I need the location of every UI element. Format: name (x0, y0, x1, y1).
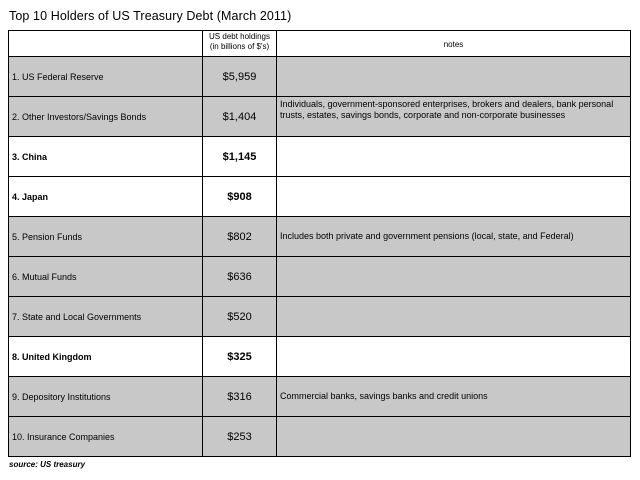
amount-cell: $636 (203, 257, 277, 297)
table-row (9, 257, 631, 297)
notes-cell (277, 337, 631, 377)
amount-column-header (203, 31, 277, 57)
table-row (9, 177, 631, 217)
notes-cell (277, 57, 631, 97)
notes-cell: Individuals, government-sponsored enterprises, brokers and dealers, bank personal trusts, estates, savings bonds, corporate and non-corporate businesses (277, 97, 631, 137)
amount-cell: $520 (203, 297, 277, 337)
table-header-row (9, 31, 631, 57)
notes-cell: Commercial banks, savings banks and credit unions (277, 377, 631, 417)
amount-cell: $908 (203, 177, 277, 217)
table-row (9, 217, 631, 257)
amount-cell: $1,404 (203, 97, 277, 137)
holders-table (8, 30, 631, 457)
holder-cell: 6. Mutual Funds (9, 257, 203, 297)
amount-cell: $316 (203, 377, 277, 417)
amount-cell: $325 (203, 337, 277, 377)
table-row (9, 57, 631, 97)
notes-cell (277, 177, 631, 217)
holder-cell: 7. State and Local Governments (9, 297, 203, 337)
notes-column-header: notes (277, 31, 631, 57)
table-row (9, 377, 631, 417)
holder-cell: 9. Depository Institutions (9, 377, 203, 417)
holder-cell: 8. United Kingdom (9, 337, 203, 377)
table-row (9, 417, 631, 457)
table-row (9, 97, 631, 137)
holder-cell: 10. Insurance Companies (9, 417, 203, 457)
holder-cell: 1. US Federal Reserve (9, 57, 203, 97)
page-title: Top 10 Holders of US Treasury Debt (March 2011) (9, 9, 292, 23)
holder-cell: 5. Pension Funds (9, 217, 203, 257)
holder-cell: 4. Japan (9, 177, 203, 217)
notes-cell (277, 417, 631, 457)
table-row (9, 337, 631, 377)
notes-cell (277, 137, 631, 177)
holder-cell: 3. China (9, 137, 203, 177)
amount-cell: $1,145 (203, 137, 277, 177)
amount-cell: $5,959 (203, 57, 277, 97)
table-row (9, 137, 631, 177)
amount-header-line1: US debt holdings (209, 32, 270, 41)
table-row (9, 297, 631, 337)
holder-column-header (9, 31, 203, 57)
source-note: source: US treasury (9, 460, 86, 469)
notes-cell: Includes both private and government pensions (local, state, and Federal) (277, 217, 631, 257)
holder-cell: 2. Other Investors/Savings Bonds (9, 97, 203, 137)
amount-cell: $802 (203, 217, 277, 257)
notes-cell (277, 257, 631, 297)
amount-header-line2: (in billions of $'s) (209, 42, 270, 51)
notes-cell (277, 297, 631, 337)
amount-cell: $253 (203, 417, 277, 457)
